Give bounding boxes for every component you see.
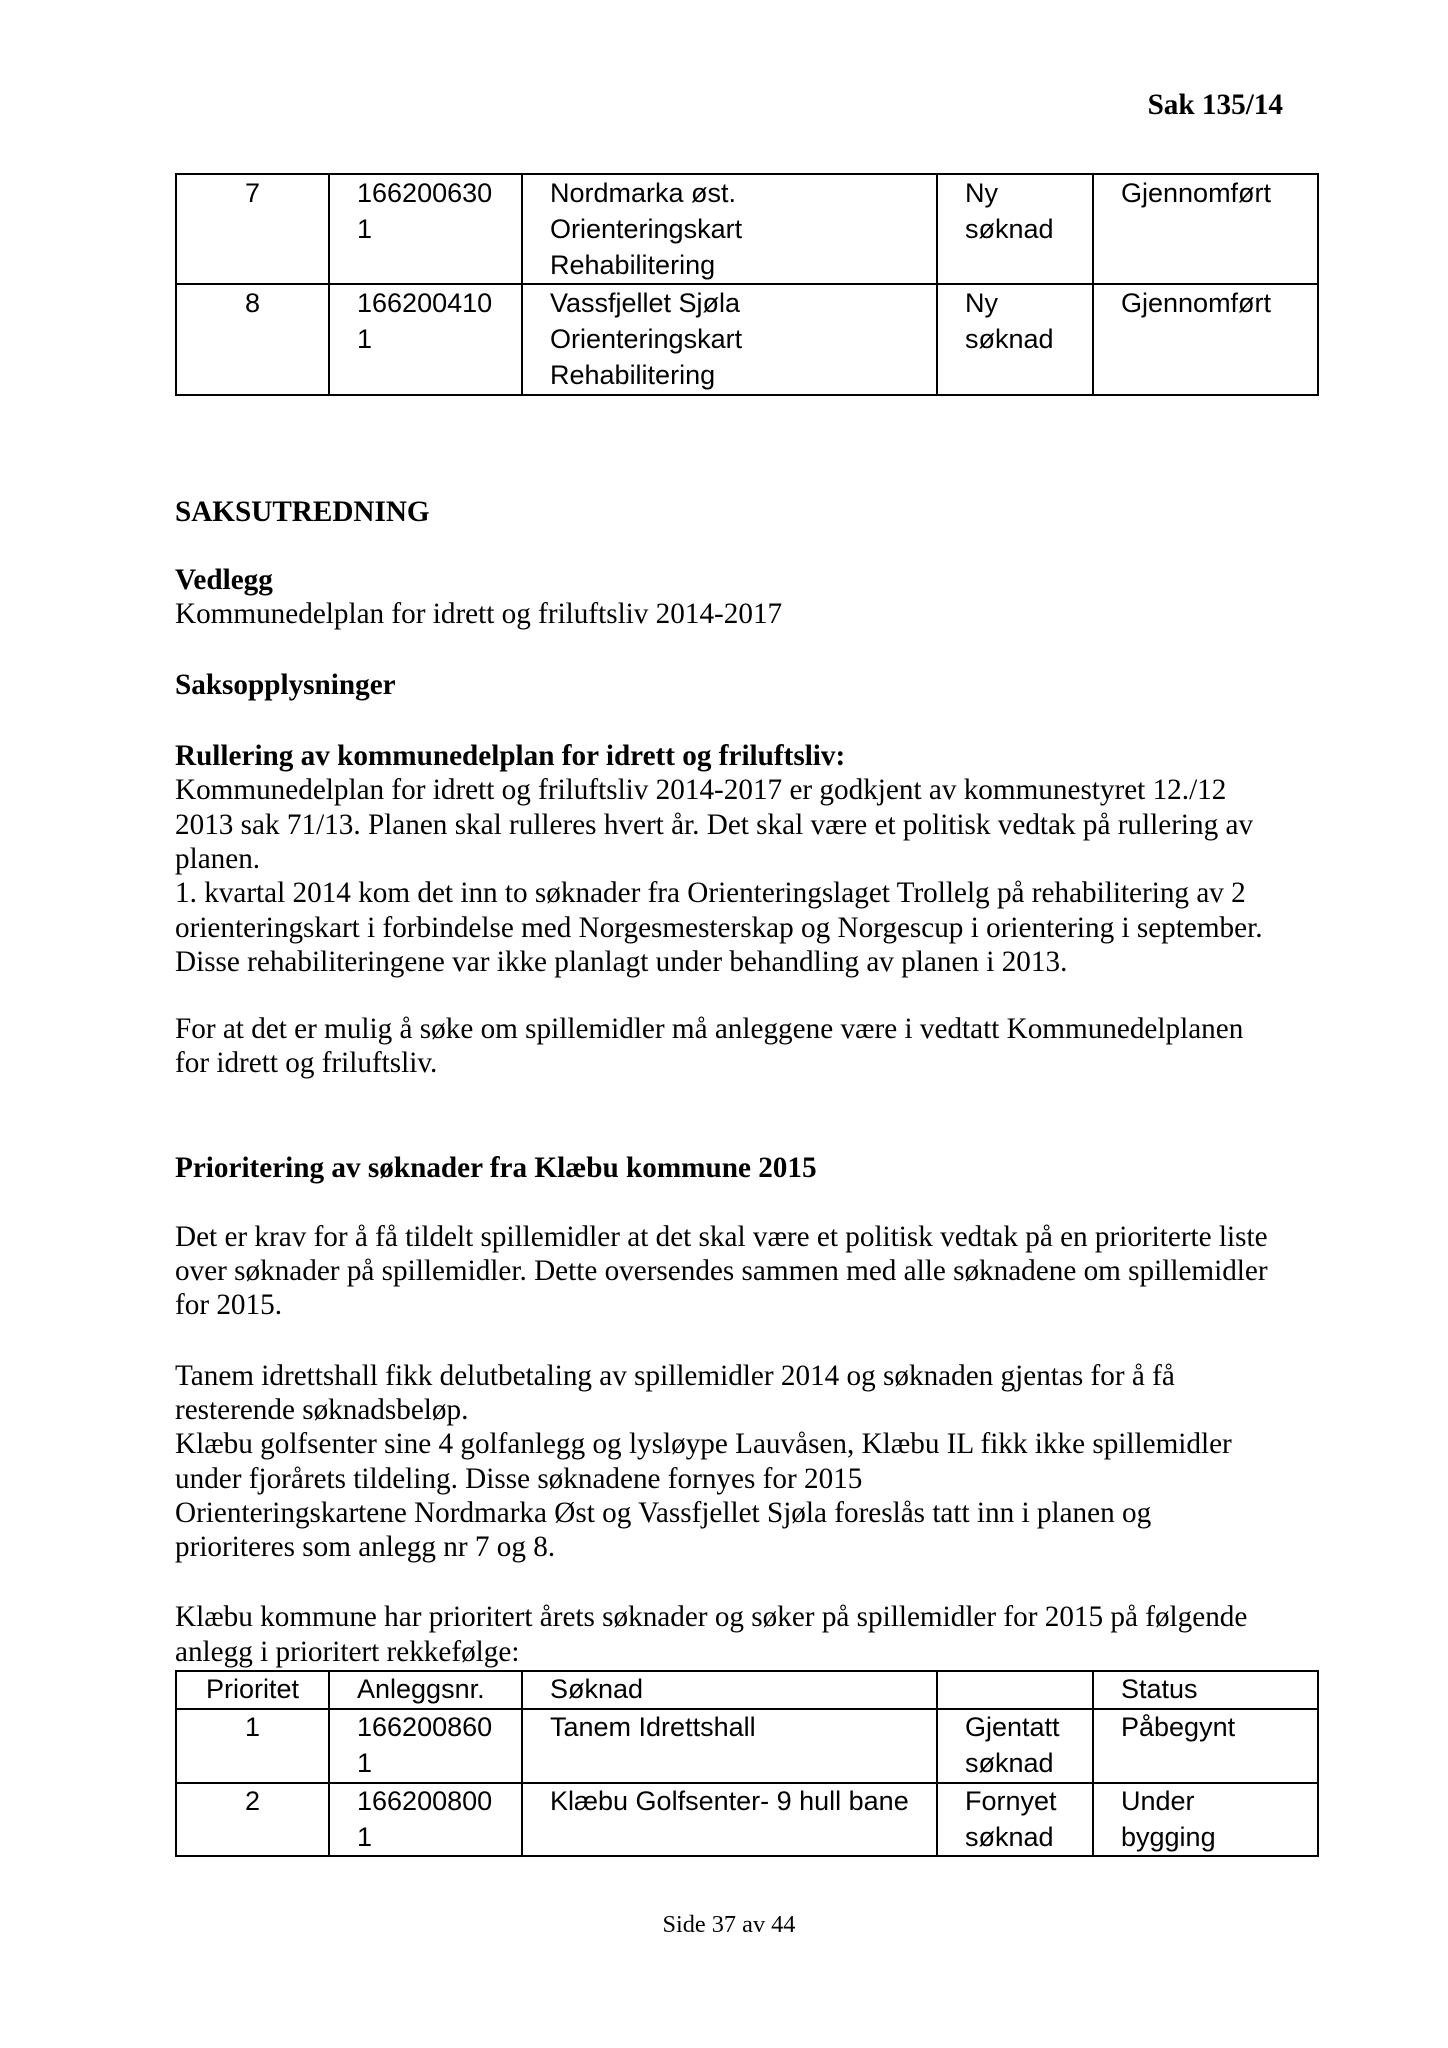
status-cell (1093, 284, 1318, 394)
applications-paragraph (175, 1359, 1232, 1565)
revision-heading: Rullering av kommunedelplan for idrett og friluftsliv: (175, 740, 846, 772)
facility-number-line: 1 (357, 1821, 373, 1852)
table-row (176, 174, 1318, 284)
application-line: Nordmarka øst. (550, 178, 737, 208)
paragraph-line: For at det er mulig å søke om spillemidler må anleggene være i vedtatt Kommunedelplanen (175, 1013, 1244, 1045)
application-type-line: Fornyet (965, 1785, 1057, 1816)
facility-number-line: 166200800 (357, 1785, 493, 1816)
paragraph-line: for 2015. (175, 1289, 283, 1322)
paragraph-line: anlegg i prioritert rekkefølge: (175, 1635, 520, 1668)
application-type-cell (937, 1783, 1093, 1857)
application-type-line: Gjentatt (965, 1711, 1060, 1742)
header-application: Søknad (522, 1671, 937, 1709)
section-title: SAKSUTREDNING (175, 496, 430, 528)
status-line: Gjennomført (1121, 288, 1272, 319)
priority-number: 7 (244, 178, 261, 208)
status-cell (1093, 1783, 1318, 1857)
application-type-line: søknad (965, 213, 1054, 244)
facility-number-line: 1 (357, 1747, 373, 1778)
application-line: Orienteringskart (550, 324, 743, 355)
paragraph-line: orienteringskart i forbindelse med Norgesmesterskap og Norgescup i orientering i september. (175, 911, 1263, 944)
application-cell (522, 284, 937, 394)
paragraph-line: Kommunedelplan for idrett og friluftsliv 2014-2017 er godkjent av kommunestyret 12./12 (175, 774, 1227, 807)
application-line: Vassfjellet Sjøla (550, 288, 741, 319)
paragraph-line: 1. kvartal 2014 kom det inn to søknader fra Orienteringslaget Trollelg på rehabilitering av 2 (175, 877, 1246, 910)
prioritization-paragraph (175, 1220, 1268, 1323)
priority-cell (176, 1709, 329, 1783)
application-type-line: søknad (965, 1747, 1054, 1778)
application-type-cell (937, 174, 1093, 284)
attachments-heading: Vedlegg (175, 564, 273, 596)
status-line: Påbegynt (1121, 1711, 1236, 1742)
attachments-block (175, 563, 782, 632)
header-priority: Prioritet (176, 1671, 329, 1709)
page-number-footer: Side 37 av 44 (662, 1911, 796, 1938)
header-empty-cell (937, 1671, 1093, 1709)
priority-number: 1 (244, 1711, 261, 1742)
paragraph-line: Orienteringskartene Nordmarka Øst og Vassfjellet Sjøla foreslås tatt inn i planen og (175, 1496, 1152, 1529)
priority-table (175, 1670, 1319, 1857)
application-cell (522, 1709, 937, 1783)
application-line: Tanem Idrettshall (550, 1711, 756, 1742)
facility-number-line: 166200860 (357, 1711, 493, 1742)
paragraph-line: Det er krav for å få tildelt spillemidler at det skal være et politisk vedtak på en prioriterte liste (175, 1220, 1268, 1253)
revision-section (175, 739, 1263, 979)
priority-number: 2 (244, 1785, 261, 1816)
application-type-line: Ny (965, 288, 998, 319)
attachment-item: Kommunedelplan for idrett og friluftsliv 2014-2017 (175, 598, 783, 631)
paragraph-line: Tanem idrettshall fikk delutbetaling av spillemidler 2014 og søknaden gjentas for å få (175, 1359, 1175, 1392)
status-line: bygging (1121, 1821, 1216, 1852)
table-row (176, 1709, 1318, 1783)
paragraph-line: prioriteres som anlegg nr 7 og 8. (175, 1531, 556, 1564)
status-cell (1093, 1709, 1318, 1783)
facility-number-cell (329, 174, 522, 284)
header-status: Status (1093, 1671, 1318, 1709)
table-row (176, 1783, 1318, 1857)
facility-number-line: 166200410 (357, 288, 493, 319)
application-type-line: søknad (965, 1821, 1054, 1852)
application-line: Rehabilitering (550, 359, 716, 390)
funding-paragraph (175, 1012, 1243, 1081)
facility-number-line: 1 (357, 213, 373, 244)
application-type-line: Ny (965, 178, 998, 208)
paragraph-line: Klæbu golfsenter sine 4 golfanlegg og lysløype Lauvåsen, Klæbu IL fikk ikke spillemidler (175, 1428, 1232, 1461)
prioritization-heading: Prioritering av søknader fra Klæbu kommune 2015 (175, 1152, 817, 1184)
facility-number-cell (329, 1709, 522, 1783)
paragraph-line: under fjorårets tildeling. Disse søknadene fornyes for 2015 (175, 1462, 863, 1495)
priority-cell (176, 174, 329, 284)
priority-cell (176, 284, 329, 394)
status-cell (1093, 174, 1318, 284)
table-row (176, 284, 1318, 394)
case-number-header: Sak 135/14 (1147, 89, 1283, 121)
status-line: Gjennomført (1121, 178, 1272, 208)
facts-heading: Saksopplysninger (175, 669, 396, 701)
application-line: Rehabilitering (550, 249, 716, 280)
header-facility-number: Anleggsnr. (329, 1671, 522, 1709)
facility-table-continued (175, 173, 1319, 396)
priority-list-intro (175, 1600, 1247, 1669)
application-line: Orienteringskart (550, 213, 743, 244)
facility-number-cell (329, 1783, 522, 1857)
paragraph-line: Disse rehabiliteringene var ikke planlagt under behandling av planen i 2013. (175, 946, 1068, 979)
paragraph-line: planen. (175, 843, 261, 876)
paragraph-line: over søknader på spillemidler. Dette oversendes sammen med alle søknadene om spillemidler (175, 1254, 1268, 1287)
application-type-cell (937, 284, 1093, 394)
facility-number-line: 1 (357, 324, 373, 355)
application-line: Klæbu Golfsenter- 9 hull bane (550, 1785, 909, 1816)
application-cell (522, 174, 937, 284)
facility-number-cell (329, 284, 522, 394)
facility-number-line: 166200630 (357, 178, 493, 208)
application-cell (522, 1783, 937, 1857)
paragraph-line: resterende søknadsbeløp. (175, 1393, 469, 1426)
paragraph-line: for idrett og friluftsliv. (175, 1047, 438, 1080)
application-type-line: søknad (965, 324, 1054, 355)
status-line: Under (1121, 1785, 1195, 1816)
table-header-row (176, 1671, 1318, 1709)
priority-number: 8 (244, 288, 261, 319)
paragraph-line: Klæbu kommune har prioritert årets søknader og søker på spillemidler for 2015 på følgende (175, 1601, 1248, 1634)
priority-cell (176, 1783, 329, 1857)
application-type-cell (937, 1709, 1093, 1783)
paragraph-line: 2013 sak 71/13. Planen skal rulleres hvert år. Det skal være et politisk vedtak på rullering av (175, 808, 1254, 841)
